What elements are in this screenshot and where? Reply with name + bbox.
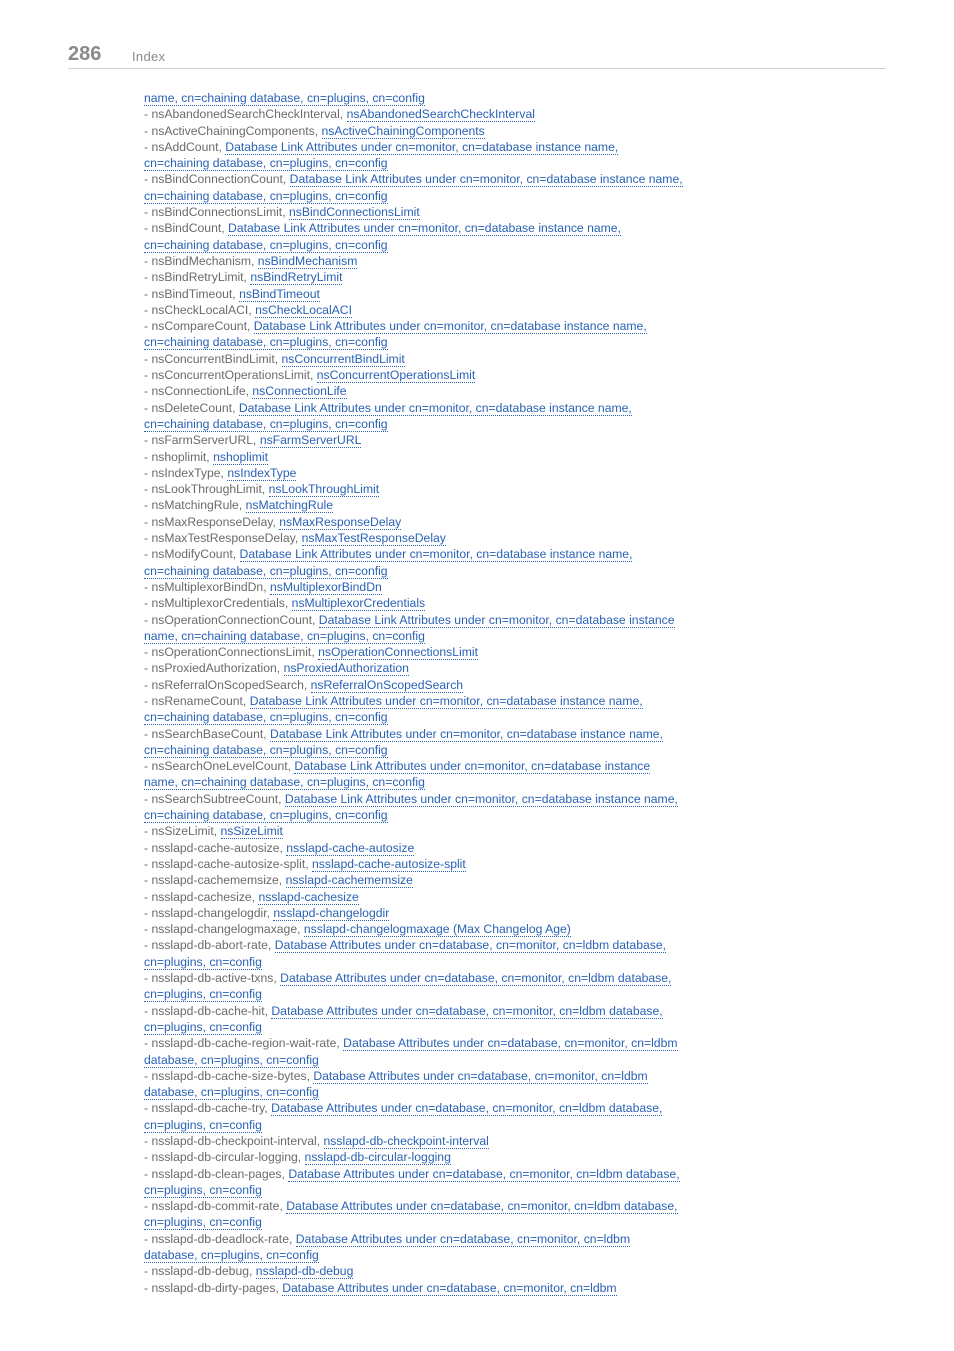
index-entry: [144, 677, 684, 693]
index-entry: [144, 644, 684, 660]
index-term: - nsslapd-changelogmaxage,: [144, 922, 304, 937]
index-reference-link[interactable]: nshoplimit: [213, 449, 268, 464]
index-entry: [144, 1068, 684, 1101]
index-entry: [144, 758, 684, 791]
index-reference-link[interactable]: nsReferralOnScopedSearch: [310, 677, 464, 692]
index-term: - nsslapd-db-clean-pages,: [144, 1166, 289, 1181]
index-reference-link[interactable]: nsslapd-db-circular-logging: [304, 1150, 451, 1165]
index-term: - nsConcurrentOperationsLimit,: [144, 368, 317, 383]
index-term: - nsslapd-db-deadlock-rate,: [144, 1231, 296, 1246]
index-reference-link[interactable]: Database Attributes under cn=database, cn=monitor, cn=ldbm database, cn=plugins, cn=config: [144, 1231, 631, 1263]
index-reference-link[interactable]: Database Link Attributes under cn=monitor, cn=database instance name, cn=chaining database, cn=plugins, cn=config: [144, 139, 619, 171]
index-reference-link[interactable]: nsslapd-db-checkpoint-interval: [323, 1134, 489, 1148]
index-entry: [144, 286, 684, 302]
index-entry: [144, 872, 684, 888]
index-term: - nsSearchBaseCount,: [144, 726, 271, 741]
index-entry: [144, 1149, 684, 1165]
index-entry: [144, 693, 684, 726]
index-term: - nsRenameCount,: [144, 693, 250, 708]
index-entry: [144, 269, 684, 285]
index-term: - nsConcurrentBindLimit,: [144, 351, 282, 366]
index-term: - nsConnectionLife,: [144, 384, 253, 399]
index-term: - nsBindConnectionsLimit,: [144, 205, 289, 220]
index-entry: [144, 302, 684, 318]
index-entry: [144, 1100, 684, 1133]
index-entry: [144, 937, 684, 970]
index-term: - nsAddCount,: [144, 139, 226, 154]
index-term: - nsDeleteCount,: [144, 400, 239, 415]
index-entry: [144, 253, 684, 269]
index-reference-link[interactable]: Database Link Attributes under cn=monitor, cn=database instance name, cn=chaining database, cn=plugins, cn=config: [144, 759, 651, 790]
index-term: - nsslapd-db-cache-size-bytes,: [144, 1068, 314, 1083]
index-term: - nsMaxTestResponseDelay,: [144, 531, 302, 546]
index-entry: [144, 1003, 684, 1036]
index-term: - nsslapd-cachesize,: [144, 889, 259, 904]
index-reference-link[interactable]: nsslapd-cache-autosize-split: [312, 856, 466, 871]
index-reference-link[interactable]: nsConnectionLife: [252, 384, 347, 399]
index-entry: [144, 318, 684, 351]
page-header: [68, 42, 886, 69]
index-term: - nsslapd-db-dirty-pages,: [144, 1280, 283, 1295]
index-reference-link[interactable]: Database Attributes under cn=database, cn=monitor, cn=ldbm database, cn=plugins, cn=config: [144, 1036, 678, 1067]
index-entry: [144, 1231, 684, 1264]
index-reference-link[interactable]: Database Attributes under cn=database, cn=monitor, cn=ldbm database, cn=plugins, cn=config: [144, 1166, 680, 1197]
index-term: - nsReferralOnScopedSearch,: [144, 677, 311, 692]
index-term: - nsslapd-cache-autosize-split,: [144, 856, 312, 871]
index-term: - nsBindRetryLimit,: [144, 270, 251, 285]
index-term: - nsSearchSubtreeCount,: [144, 791, 285, 806]
index-entry: [144, 791, 684, 824]
index-entry-list: [144, 90, 684, 1296]
index-term: - nsModifyCount,: [144, 547, 240, 562]
index-entry: [144, 1035, 684, 1068]
index-entry: [144, 1166, 684, 1199]
index-entry: [144, 432, 684, 448]
index-reference-link[interactable]: nsSizeLimit: [220, 824, 283, 839]
index-entry: [144, 1133, 684, 1149]
index-reference-link[interactable]: Database Link Attributes under cn=monitor, cn=database instance name, cn=chaining database, cn=plugins, cn=config: [144, 612, 675, 643]
index-entry: [144, 889, 684, 905]
index-reference-link[interactable]: nsIndexType: [227, 465, 297, 480]
index-reference-link[interactable]: nsslapd-db-debug: [255, 1264, 354, 1279]
index-term: - nsCompareCount,: [144, 319, 254, 334]
index-term: - nsMultiplexorCredentials,: [144, 596, 292, 611]
index-term: - nsProxiedAuthorization,: [144, 661, 284, 676]
index-term: - nsBindTimeout,: [144, 286, 240, 301]
index-entry: [144, 612, 684, 645]
index-entry: [144, 726, 684, 759]
index-entry: [144, 449, 684, 465]
index-term: - nsBindCount,: [144, 221, 229, 236]
index-reference-link[interactable]: nsOperationConnectionsLimit: [318, 645, 478, 660]
index-reference-link[interactable]: nsslapd-cache-autosize: [286, 840, 415, 855]
index-term: - nsMaxResponseDelay,: [144, 514, 280, 529]
index-entry: [144, 1280, 684, 1296]
index-reference-link[interactable]: Database Link Attributes under cn=monitor, cn=database instance name, cn=chaining database, cn=plugins, cn=config: [144, 400, 632, 431]
index-entry: [144, 383, 684, 399]
index-term: - nsslapd-db-commit-rate,: [144, 1199, 287, 1214]
index-entry: [144, 481, 684, 497]
index-entry: [144, 106, 684, 122]
index-term: - nsSizeLimit,: [144, 824, 221, 839]
index-entry: [144, 530, 684, 546]
index-reference-link[interactable]: nsMaxResponseDelay: [279, 514, 402, 529]
index-term: - nsOperationConnectionCount,: [144, 612, 319, 627]
index-term: - nsCheckLocalACI,: [144, 302, 256, 317]
index-term: - nsslapd-db-circular-logging,: [144, 1150, 305, 1165]
index-reference-link[interactable]: Database Attributes under cn=database, cn=monitor, cn=ldbm database, cn=plugins, cn=config: [144, 1199, 678, 1230]
index-reference-link[interactable]: nsMatchingRule: [245, 498, 333, 513]
index-term: - nsActiveChainingComponents,: [144, 123, 322, 138]
index-reference-link[interactable]: Database Link Attributes under cn=monitor, cn=database instance name, cn=chaining database, cn=plugins, cn=config: [144, 319, 647, 350]
index-entry: [144, 204, 684, 220]
index-term: - nshoplimit,: [144, 449, 214, 464]
index-term: - nsslapd-changelogdir,: [144, 905, 274, 920]
index-reference-link[interactable]: nsBindTimeout: [239, 286, 320, 301]
index-reference-link[interactable]: nsBindConnectionsLimit: [288, 205, 420, 220]
index-reference-link[interactable]: Database Attributes under cn=database, cn=monitor, cn=ldbm database, cn=plugins, cn=config: [144, 1101, 663, 1132]
index-reference-link[interactable]: Database Link Attributes under cn=monitor, cn=database instance name, cn=chaining database, cn=plugins, cn=config: [144, 726, 663, 757]
index-term: - nsslapd-db-cache-hit,: [144, 1003, 272, 1018]
index-reference-link[interactable]: nsslapd-changelogdir: [273, 905, 390, 920]
index-entry: [144, 840, 684, 856]
index-entry: [144, 400, 684, 433]
index-entry: [144, 856, 684, 872]
index-reference-link[interactable]: nsCheckLocalACI: [255, 302, 352, 317]
index-term: - nsSearchOneLevelCount,: [144, 759, 295, 774]
index-entry: [144, 90, 684, 106]
index-entry: [144, 970, 684, 1003]
index-entry: [144, 823, 684, 839]
index-term: - nsslapd-db-active-txns,: [144, 971, 281, 986]
index-term: - nsMatchingRule,: [144, 498, 246, 513]
index-reference-link[interactable]: nsBindRetryLimit: [250, 270, 343, 285]
index-reference-link[interactable]: nsslapd-cachememsize: [285, 873, 413, 888]
index-reference-link[interactable]: Database Link Attributes under cn=monitor, cn=database instance name, cn=chaining database, cn=plugins, cn=config: [144, 791, 678, 823]
index-reference-link[interactable]: name, cn=chaining database, cn=plugins, cn=config: [144, 91, 425, 105]
page-number: 286: [68, 43, 102, 65]
index-reference-link[interactable]: Database Attributes under cn=database, cn=monitor, cn=ldbm database, cn=plugins, cn=config: [144, 938, 667, 969]
index-entry: [144, 579, 684, 595]
index-entry: [144, 123, 684, 139]
index-term: - nsIndexType,: [144, 465, 228, 480]
index-reference-link[interactable]: Database Link Attributes under cn=monitor, cn=database instance name, cn=chaining database, cn=plugins, cn=config: [144, 221, 621, 252]
index-entry: [144, 1198, 684, 1231]
index-entry: [144, 171, 684, 204]
index-term: - nsBindMechanism,: [144, 253, 258, 268]
index-entry: [144, 660, 684, 676]
index-reference-link[interactable]: Database Link Attributes under cn=monitor, cn=database instance name, cn=chaining database, cn=plugins, cn=config: [144, 172, 683, 203]
index-reference-link[interactable]: nsConcurrentBindLimit: [281, 351, 405, 366]
index-entry: [144, 139, 684, 172]
index-reference-link[interactable]: nsMaxTestResponseDelay: [301, 531, 446, 546]
index-entry: [144, 367, 684, 383]
index-term: - nsOperationConnectionsLimit,: [144, 645, 319, 660]
index-term: - nsLookThroughLimit,: [144, 482, 269, 497]
index-reference-link[interactable]: nsFarmServerURL: [259, 433, 362, 448]
index-reference-link[interactable]: nsslapd-changelogmaxage (Max Changelog Age): [303, 922, 571, 937]
index-reference-link[interactable]: Database Attributes under cn=database, cn=monitor, cn=ldbm database, cn=plugins, cn=config: [144, 971, 672, 1002]
index-reference-link[interactable]: nsMultiplexorCredentials: [291, 596, 426, 611]
index-term: - nsslapd-db-debug,: [144, 1264, 256, 1279]
section-title: Index: [132, 49, 166, 64]
index-entry: [144, 921, 684, 937]
index-term: - nsslapd-cache-autosize,: [144, 840, 287, 855]
index-entry: [144, 351, 684, 367]
index-entry: [144, 514, 684, 530]
index-entry: [144, 905, 684, 921]
index-term: - nsslapd-db-cache-try,: [144, 1101, 272, 1116]
index-reference-link[interactable]: Database Attributes under cn=database, cn=monitor, cn=ldbm database, cn=plugins, cn=config: [144, 1003, 663, 1034]
index-term: - nsFarmServerURL,: [144, 433, 260, 448]
index-reference-link[interactable]: nsslapd-cachesize: [258, 889, 359, 904]
index-entry: [144, 497, 684, 513]
index-entry: [144, 220, 684, 253]
index-reference-link[interactable]: nsProxiedAuthorization: [283, 661, 409, 676]
index-reference-link[interactable]: nsConcurrentOperationsLimit: [316, 368, 476, 383]
index-term: - nsslapd-db-checkpoint-interval,: [144, 1134, 324, 1148]
index-reference-link[interactable]: nsLookThroughLimit: [268, 482, 380, 497]
index-entry: [144, 546, 684, 579]
index-reference-link[interactable]: nsActiveChainingComponents: [321, 123, 485, 138]
index-term: - nsAbandonedSearchCheckInterval,: [144, 107, 347, 122]
index-term: - nsslapd-db-abort-rate,: [144, 938, 275, 953]
index-term: - nsslapd-cachememsize,: [144, 873, 286, 888]
index-reference-link[interactable]: Database Attributes under cn=database, cn=monitor, cn=ldbm database, cn=plugins, cn=config: [144, 1068, 648, 1100]
index-entry: [144, 1263, 684, 1279]
index-entry: [144, 595, 684, 611]
index-term: - nsMultiplexorBindDn,: [144, 579, 270, 594]
index-term: - nsslapd-db-cache-region-wait-rate,: [144, 1036, 344, 1051]
index-term: - nsBindConnectionCount,: [144, 172, 290, 187]
index-reference-link[interactable]: nsBindMechanism: [257, 253, 358, 268]
index-reference-link[interactable]: nsMultiplexorBindDn: [270, 579, 382, 594]
index-reference-link[interactable]: nsAbandonedSearchCheckInterval: [346, 107, 535, 122]
index-reference-link[interactable]: Database Link Attributes under cn=monitor, cn=database instance name, cn=chaining database, cn=plugins, cn=config: [144, 693, 643, 725]
index-reference-link[interactable]: Database Attributes under cn=database, cn=monitor, cn=ldbm: [282, 1280, 617, 1295]
index-entry: [144, 465, 684, 481]
index-reference-link[interactable]: Database Link Attributes under cn=monitor, cn=database instance name, cn=chaining database, cn=plugins, cn=config: [144, 547, 633, 578]
